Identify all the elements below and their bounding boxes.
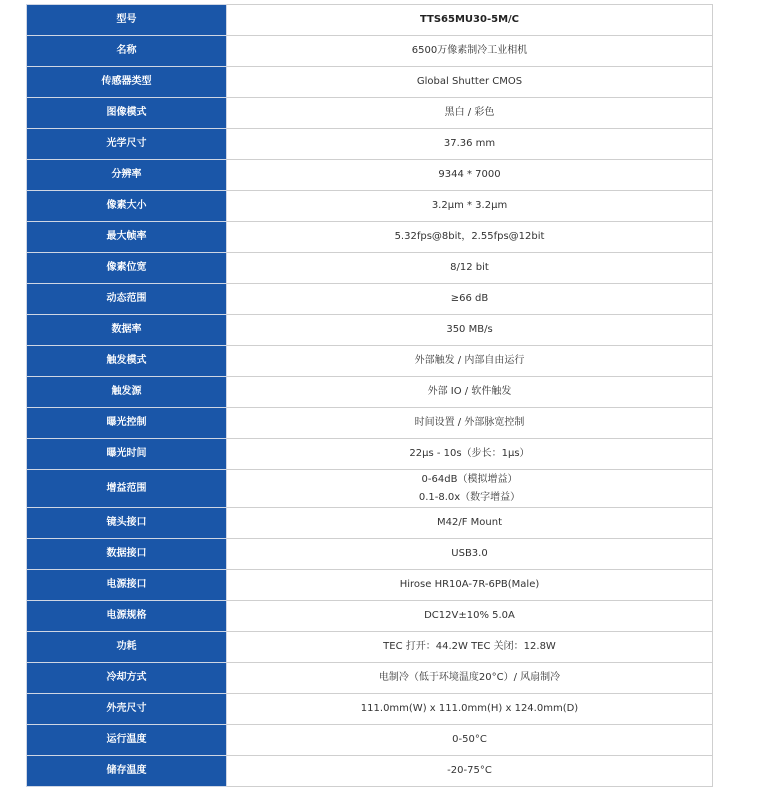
spec-label: 像素大小 [27,191,227,222]
spec-value: 8/12 bit [227,253,713,284]
spec-value-line: 0.1-8.0x（数字增益） [418,491,521,503]
spec-label: 分辨率 [27,160,227,191]
spec-label: 像素位宽 [27,253,227,284]
spec-value: 22μs - 10s（步长：1μs） [227,439,713,470]
spec-label: 图像模式 [27,98,227,129]
table-row [27,129,713,160]
spec-table [26,4,713,787]
spec-value: DC12V±10% 5.0A [227,601,713,632]
spec-value: M42/F Mount [227,508,713,539]
table-row [27,315,713,346]
table-row [27,377,713,408]
spec-label: 型号 [27,5,227,36]
spec-label: 触发源 [27,377,227,408]
table-row [27,439,713,470]
spec-value: ≥66 dB [227,284,713,315]
table-row [27,284,713,315]
spec-value: USB3.0 [227,539,713,570]
spec-value: 111.0mm(W) x 111.0mm(H) x 124.0mm(D) [227,694,713,725]
table-row [27,67,713,98]
spec-label: 功耗 [27,632,227,663]
table-row [27,725,713,756]
spec-label: 动态范围 [27,284,227,315]
table-row [27,98,713,129]
spec-label: 冷却方式 [27,663,227,694]
table-row [27,756,713,787]
spec-value: 350 MB/s [227,315,713,346]
table-row [27,632,713,663]
spec-value: Global Shutter CMOS [227,67,713,98]
spec-value: -20-75°C [227,756,713,787]
spec-value: 黑白 / 彩色 [227,98,713,129]
spec-label: 储存温度 [27,756,227,787]
spec-value: TTS65MU30-5M/C [227,5,713,36]
table-row [27,346,713,377]
spec-label: 电源接口 [27,570,227,601]
spec-value: 外部 IO / 软件触发 [227,377,713,408]
spec-label: 运行温度 [27,725,227,756]
table-row [27,508,713,539]
spec-value: 时间设置 / 外部脉宽控制 [227,408,713,439]
table-row [27,539,713,570]
table-row [27,160,713,191]
spec-label: 外壳尺寸 [27,694,227,725]
spec-label: 最大帧率 [27,222,227,253]
spec-value: 5.32fps@8bit，2.55fps@12bit [227,222,713,253]
table-row [27,570,713,601]
spec-value: 0-50°C [227,725,713,756]
table-row [27,191,713,222]
spec-value: Hirose HR10A-7R-6PB(Male) [227,570,713,601]
spec-label: 数据接口 [27,539,227,570]
spec-value: 外部触发 / 内部自由运行 [227,346,713,377]
spec-label: 增益范围 [27,470,227,508]
spec-label: 镜头接口 [27,508,227,539]
spec-label: 曝光时间 [27,439,227,470]
spec-label: 曝光控制 [27,408,227,439]
table-row [27,694,713,725]
table-row [27,470,713,508]
spec-value: 6500万像素制冷工业相机 [227,36,713,67]
table-row [27,253,713,284]
spec-value-line: 0-64dB（模拟增益） [421,473,518,485]
table-row [27,408,713,439]
spec-value: TEC 打开：44.2W TEC 关闭：12.8W [227,632,713,663]
table-row [27,601,713,632]
table-row [27,36,713,67]
spec-value: 37.36 mm [227,129,713,160]
spec-value: 3.2μm * 3.2μm [227,191,713,222]
spec-label: 电源规格 [27,601,227,632]
table-row [27,222,713,253]
spec-value: 电制冷（低于环境温度20°C）/ 风扇制冷 [227,663,713,694]
spec-label: 传感器类型 [27,67,227,98]
spec-label: 数据率 [27,315,227,346]
spec-label: 触发模式 [27,346,227,377]
spec-label: 光学尺寸 [27,129,227,160]
spec-value [227,470,713,508]
table-row [27,5,713,36]
spec-value: 9344 * 7000 [227,160,713,191]
spec-label: 名称 [27,36,227,67]
table-row [27,663,713,694]
